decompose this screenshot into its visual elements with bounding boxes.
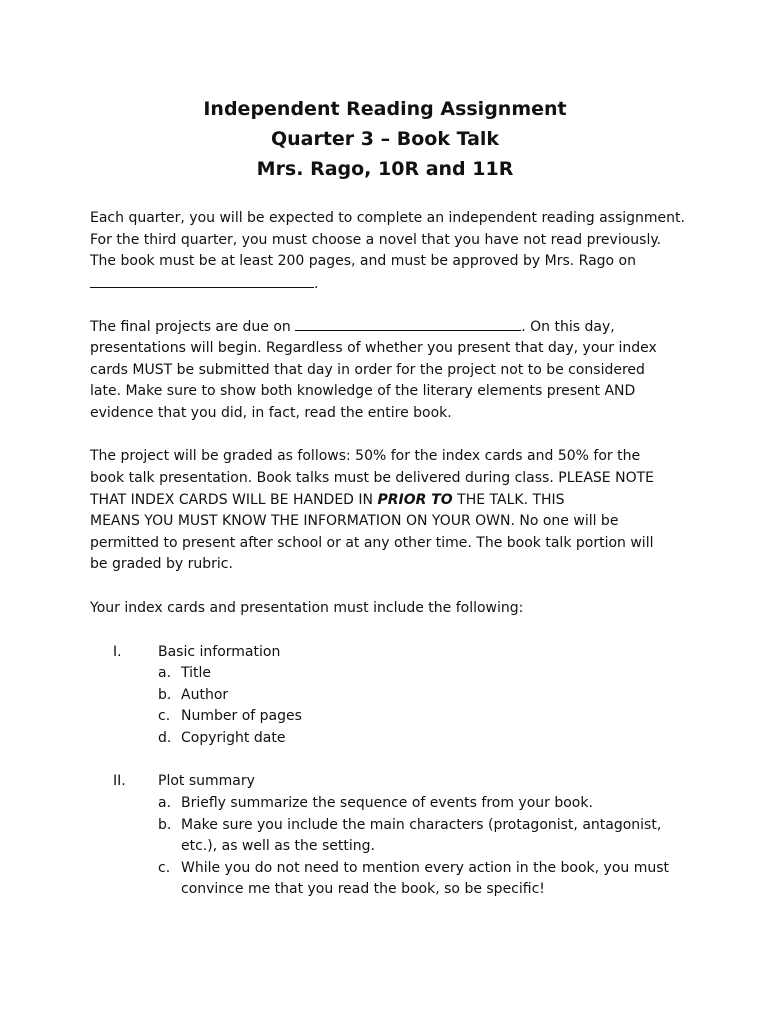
- text-fragment: THE TALK. THIS: [452, 491, 565, 508]
- text-line: permitted to present after school or at any other time. The book talk portion will: [90, 534, 654, 551]
- title-line-teacher: Mrs. Rago, 10R and 11R: [256, 158, 514, 180]
- text-line: The book must be at least 200 pages, and must be approved by Mrs. Rago on: [90, 253, 636, 270]
- list-letter: c.: [158, 708, 171, 725]
- paragraph-grading: [90, 446, 690, 576]
- list-item-text: Title: [181, 665, 212, 682]
- list-item-text: Make sure you include the main characters (protagonist, antagonist,: [181, 816, 662, 833]
- text-line: presentations will begin. Regardless of whether you present that day, your index: [90, 339, 657, 356]
- due-date-blank[interactable]: [295, 316, 521, 331]
- text-fragment: .: [314, 275, 319, 292]
- list-letter: a.: [158, 665, 172, 682]
- list-item-text: Copyright date: [181, 729, 286, 746]
- text-line: The project will be graded as follows: 50% for the index cards and 50% for the: [90, 448, 641, 465]
- list-item: [158, 858, 690, 901]
- document-body: [90, 208, 690, 923]
- title-line-assignment: Independent Reading Assignment: [203, 98, 567, 120]
- list-letter: a.: [158, 795, 172, 812]
- section-heading: Basic information: [158, 643, 281, 660]
- text-line: For the third quarter, you must choose a novel that you have not read previously.: [90, 231, 662, 248]
- list-item: [158, 793, 690, 815]
- paragraph-intro: [90, 208, 690, 294]
- list-item: [158, 663, 690, 685]
- text-line: be graded by rubric.: [90, 556, 233, 573]
- outline-section-plot-summary: [90, 771, 690, 901]
- title-line-quarter: Quarter 3 – Book Talk: [270, 128, 500, 150]
- text-line: book talk presentation. Book talks must be delivered during class. PLEASE NOTE: [90, 469, 654, 486]
- paragraph-due-date: [90, 316, 690, 424]
- text-line: [90, 490, 690, 512]
- text-line: evidence that you did, in fact, read the entire book.: [90, 404, 452, 421]
- list-letter: b.: [158, 816, 172, 833]
- text-line: Your index cards and presentation must include the following:: [90, 599, 524, 616]
- text-line: [90, 316, 690, 338]
- requirements-outline: [90, 642, 690, 902]
- list-item: [158, 728, 690, 750]
- outline-section-basic-information: [90, 642, 690, 750]
- text-line: [90, 273, 690, 295]
- paragraph-requirements: [90, 598, 690, 620]
- text-fragment: The final projects are due on: [90, 319, 296, 336]
- list-item-text: While you do not need to mention every action in the book, you must: [181, 859, 670, 876]
- approval-date-blank[interactable]: [90, 273, 314, 288]
- text-line: Each quarter, you will be expected to complete an independent reading assignment.: [90, 210, 685, 226]
- section-number: II.: [113, 773, 126, 790]
- text-fragment: THAT INDEX CARDS WILL BE HANDED IN: [90, 491, 378, 508]
- list-item: [158, 815, 690, 858]
- list-item-text: etc.), as well as the setting.: [181, 838, 375, 855]
- list-item: [158, 706, 690, 728]
- section-number: I.: [113, 643, 122, 660]
- emphasis-prior-to: PRIOR TO: [377, 491, 453, 508]
- section-heading: Plot summary: [158, 773, 255, 790]
- list-letter: b.: [158, 686, 172, 703]
- text-fragment: . On this day,: [521, 319, 615, 336]
- text-line: cards MUST be submitted that day in order for the project not to be considered: [90, 361, 645, 378]
- list-item-text: convince me that you read the book, so be specific!: [181, 881, 545, 898]
- text-line: MEANS YOU MUST KNOW THE INFORMATION ON YOUR OWN. No one will be: [90, 513, 619, 530]
- list-letter: d.: [158, 729, 172, 746]
- document-title: [0, 94, 770, 184]
- text-line: late. Make sure to show both knowledge of the literary elements present AND: [90, 383, 636, 400]
- list-item-text: Number of pages: [181, 708, 302, 725]
- list-item-text: Author: [181, 686, 229, 703]
- list-letter: c.: [158, 859, 171, 876]
- list-item: [158, 685, 690, 707]
- list-item-text: Briefly summarize the sequence of events from your book.: [181, 795, 593, 812]
